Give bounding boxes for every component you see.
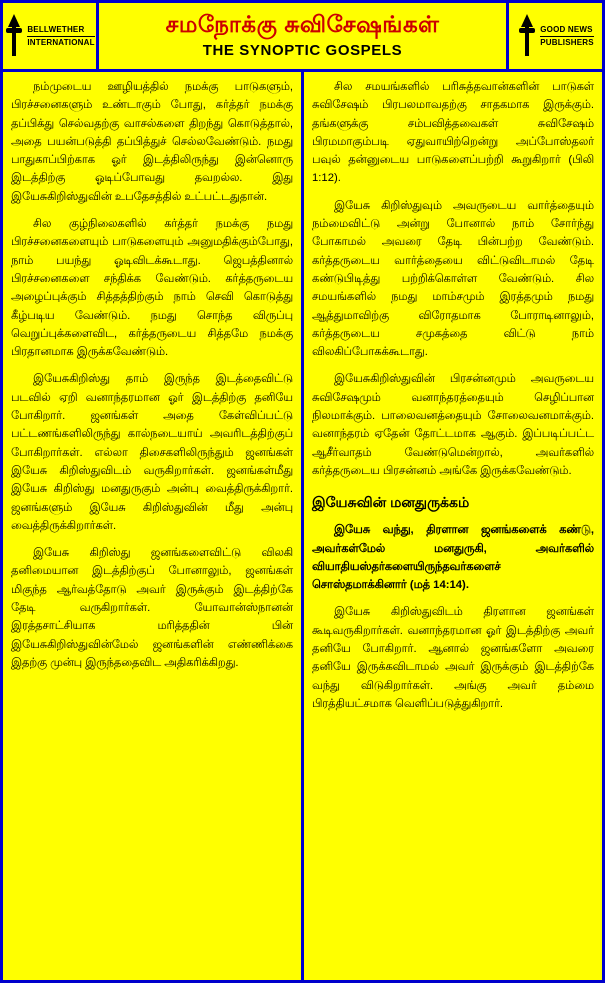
publisher-logo-right	[506, 3, 602, 69]
logo-right-line1: GOOD NEWS	[540, 25, 594, 37]
right-column	[304, 72, 602, 980]
torch-icon	[4, 14, 24, 58]
paragraph: சில குழ்நிலைகளில் கர்த்தர் நமக்கு நமது பிரச்சனைகளையும் பாடுகளையும் அனுமதிக்கும்போது, நாம் பயந்து ஓடிவிடக்கூடாது. ஜெபத்தினால் பிரச்சனைகளை சந்திக்க வேண்டும். கர்த்தருடைய அழைப்புக்கும் சித்தத்திற்கும் நாம் செவி கொடுத்து கீழ்படிய வேண்டும். நமது சொந்த விருப்பு வெறுப்புக்களைவிட, கர்த்தருடைய சித்தமே நமக்கு பிரதானமாக இருக்கவேண்டும்.	[11, 218, 293, 359]
paragraph: இயேசு கிறிஸ்துவிடம் திரளான ஜனங்கள் கூடிவருகிறார்கள். வனாந்தரமான ஓர் இடத்திற்கு அவர் தனியே போகிறார். ஆனால் ஜனங்களோ அவரை தனியே இருக்கவிடாமல் அவர் இருக்கும் இடத்திற்கே வந்து விடுகிறார்கள். அங்கு அவர் தம்மை பிரத்தியட்சமாக வெளிப்படுத்துகிறார்.	[312, 606, 594, 710]
paragraph: இயேசு கிறிஸ்துவும் அவருடைய வார்த்தையும் நம்மைவிட்டு அன்று போனால் நாம் சோர்ந்து போகாமல் அவரை தேடி பின்பற்ற வேண்டும். கர்த்தருடைய வார்த்தையை விட்டுவிடாமல் தேடி கண்டுபிடித்து பற்றிக்கொள்ள வேண்டும். சில சமயங்களில் நமது மாம்சமும் இரத்தமும் நமது ஆத்துமாவிற்கு விரோதமாக போராடினாலும், கர்த்தருடைய சமுகத்தை விட்டு நாம் விலகிப்போகக்கூடாது.	[312, 199, 594, 359]
title-english: THE SYNOPTIC GOSPELS	[202, 42, 403, 60]
logo-right-line2: PUBLISHERS	[540, 37, 594, 47]
body-columns	[3, 72, 602, 980]
paragraph: நம்முடைய ஊழியத்தில் நமக்கு பாடுகளும், பிரச்சனைகளும் உண்டாகும் போது, கர்த்தர் நமக்கு தப்பிக்து செல்வதற்கு வாசல்களை திறந்து கொடுத்தால், அதை பயன்படுத்தி தப்பித்துச் செல்லவேண்டும். நமது பாதுகாப்பிற்காக ஓர் இடத்திலிருந்து இன்னொரு இடத்திற்கு ஓடிப்போவது தவறல்ல. இது இயேசுகிறிஸ்துவின் உபதேசத்தில் உட்பட்டதுதான்.	[11, 81, 293, 203]
scripture-quote: இயேசு வந்து, திரளான ஜனங்களைக் கண்டு, அவர்கள்மேல் மனதுருகி, அவர்களில் வியாதியஸ்தர்களையிருந்தவர்களைச் சொஸ்தமாக்கினார் (மத் 14:14).	[312, 524, 594, 592]
page-header	[3, 3, 602, 72]
paragraph: இயேசுகிறிஸ்துவின் பிரசன்னமும் அவருடைய சுவிசேஷமும் வனாந்தரத்தையும் செழிப்பான நிலமாக்கும். பாலைவனத்தையும் சோலைவனமாக்கும். வனாந்தரம் ஏதேன் தோட்டமாக ஆகும். இப்படிப்பட்ட ஆசீர்வாதம் வேண்டுமென்றால், அவர்களில் கர்த்தருடைய பிரசன்னம் அங்கே இருக்கவேண்டும்.	[312, 373, 594, 477]
section-heading: இயேசுவின் மனதுருக்கம்	[312, 494, 470, 511]
title-tamil: சமநோக்கு சுவிசேஷங்கள்	[165, 10, 440, 37]
paragraph: இயேசு கிறிஸ்து ஜனங்களைவிட்டு விலகி தனிமையான இடத்திற்குப் போனாலும், ஜனங்கள் மிகுந்த ஆர்வத்தோடு அவர் இருக்கும் இடத்திற்கே தேடி வருகிறார்கள். யோவான்ஸ்நானன் இரத்தசாட்சியாக மரித்ததின் பின் இயேசுகிறிஸ்துவின்மேல் ஜனங்களின் எண்ணிக்கை இதற்கு முன்பு இருந்ததைவிட அதிகரிக்கிறது.	[11, 547, 293, 669]
torch-icon	[517, 14, 537, 58]
logo-left-line2: INTERNATIONAL	[27, 37, 95, 47]
logo-left-line1: BELLWETHER	[27, 25, 94, 37]
paragraph: சில சமயங்களில் பரிசுத்தவான்களின் பாடுகள் சுவிசேஷம் பிரபலமாவதற்கு சாதகமாக இருக்கும். தங்களுக்கு சம்பவித்தவைகள் சுவிசேஷம் பிரமமாகும்படி ஏதுவாயிற்றென்று அப்போஸ்தலர் பவுல் தன்னுடைய பாடுகளைப்பற்றி கூறுகிறார் (பிலி 1:12).	[312, 81, 594, 185]
page-title	[99, 3, 506, 69]
paragraph: இயேசுகிறிஸ்து தாம் இருந்த இடத்தைவிட்டு படவில் ஏறி வனாந்தரமான ஓர் இடத்திற்கு தனியே போகிறார். ஜனங்கள் அதை கேள்விப்பட்டு பட்டணங்களிலிருந்து கால்நடையாய் அவரிடத்திற்குப் போகிறார்கள். எல்லா திசைகளிலிருந்தும் ஜனங்கள் இயேசு கிறிஸ்துவிடம் வருகிறார்கள். ஜனங்கள்மீது இயேசு கிறிஸ்து மனதுருகும் அன்பு வைத்திருக்கிறார். ஜனங்களும் இயேசு கிறிஸ்துவின் மீது அன்பு வைத்திருக்கிறார்கள்.	[11, 373, 293, 532]
publisher-logo-left	[3, 3, 99, 69]
left-column	[3, 72, 301, 980]
